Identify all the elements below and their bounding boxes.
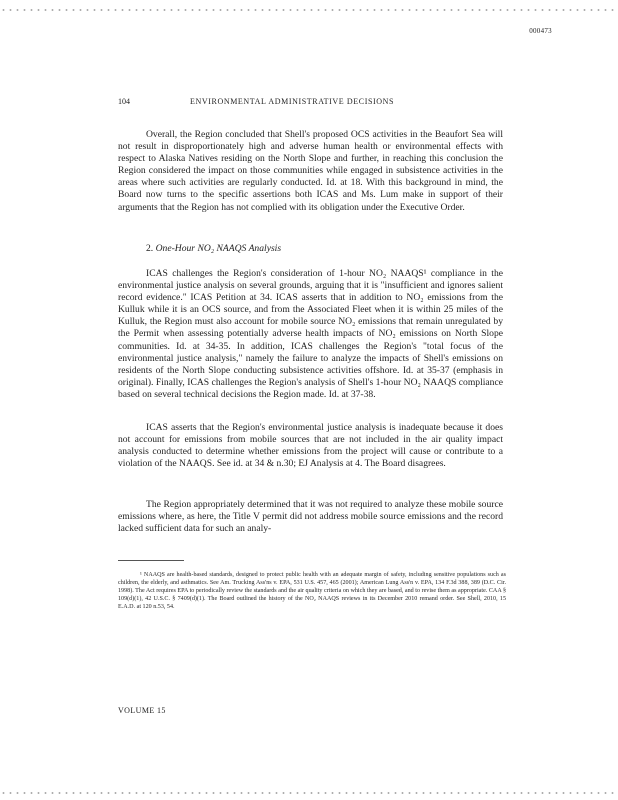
paragraph-icas-challenges	[118, 268, 503, 401]
section-number: 2.	[146, 243, 154, 254]
paragraph-text: Overall, the Region concluded that Shell's proposed OCS activities in the Beaufort Sea will not result in disproportionately high and adverse human health or environmental effects with respect to Alaska Natives residing on the North Slope and further, in reaching this conclusion the Region considered the impact on those communities while engaged in subsistence activities in the areas where such activities are regularly conducted. Id. at 18. With this background in mind, the Board now turns to the specific assertions both ICAS and Ms. Lum make in support of their arguments that the Region has not complied with its obligation under the Executive Order.	[118, 129, 503, 213]
footnote-rule	[118, 560, 184, 561]
running-header-title: ENVIRONMENTAL ADMINISTRATIVE DECISIONS	[190, 97, 395, 106]
paragraph-text: ICAS asserts that the Region's environmental justice analysis is inadequate because it does not account for emissions from mobile sources that are not included in the air quality impact analysis conducted to determine whether emissions from the project will cause or contribute to a violation of the NAAQS. See id. at 34 & n.30; EJ Analysis at 4. The Board disagrees.	[118, 422, 503, 470]
paragraph-text: ICAS challenges the Region's consideration of 1-hour NO₂ NAAQS¹ compliance in the environmental justice analysis on several grounds, arguing that it is "insufficient and ignores salient record evidence." ICAS Petition at 34. ICAS asserts that in addition to NO₂ emissions from the Kulluk while it is an OCS source, and from the Associated Fleet when it is within 25 miles of the Kulluk, the Region must also account for mobile source NO₂ emissions that remain unregulated by the Permit when assessing potentially adverse health impacts of NO₂ emissions on North Slope communities. Id. at 34-35. In addition, ICAS challenges the Region's "total focus of the environmental justice analysis," namely the failure to analyze the impacts of Shell's emissions on residents of the North Slope conducting subsistence activities offshore. Id. at 35-37 (emphasis in original). Finally, ICAS challenges the Region's analysis of Shell's 1-hour NO₂ NAAQS compliance based on several technical decisions the Region made. Id. at 37-38.	[118, 268, 503, 400]
bates-number: 000473	[529, 27, 552, 35]
page-number: 104	[118, 97, 130, 106]
paragraph-overall	[118, 129, 503, 214]
footnote: ¹ NAAQS are health-based standards, designed to protect public health with an adequate margin of safety, including sensitive populations such as children, the elderly, and asthmatics. See Am. Trucking Ass'ns v. EPA, 531 U.S. 457, 465 (2001); American Lung Ass'n v. EPA, 134 F.3d 388, 389 (D.C. Cir. 1998). The Act requires EPA to periodically review the standards and the air quality criteria on which they are based, and to revise them as appropriate. CAA § 109(d)(1), 42 U.S.C. § 7409(d)(1). The Board outlined the history of the NO₂ NAAQS reviews in its December 2010 remand order. See Shell, 2010, 15 E.A.D. at 120 n.53, 54.	[118, 572, 506, 610]
section-heading	[118, 243, 531, 255]
paragraph-region-determined	[118, 499, 503, 535]
top-scan-border	[0, 8, 618, 12]
paragraph-text: The Region appropriately determined that it was not required to analyze these mobile source emissions where, as here, the Title V permit did not address mobile source emissions and the record lacked sufficient data for such an analy-	[118, 499, 503, 535]
section-title: One-Hour NO₂ NAAQS Analysis	[155, 243, 282, 254]
paragraph-icas-asserts	[118, 422, 503, 470]
bottom-scan-border	[0, 791, 618, 795]
volume-label: VOLUME 15	[118, 706, 166, 715]
